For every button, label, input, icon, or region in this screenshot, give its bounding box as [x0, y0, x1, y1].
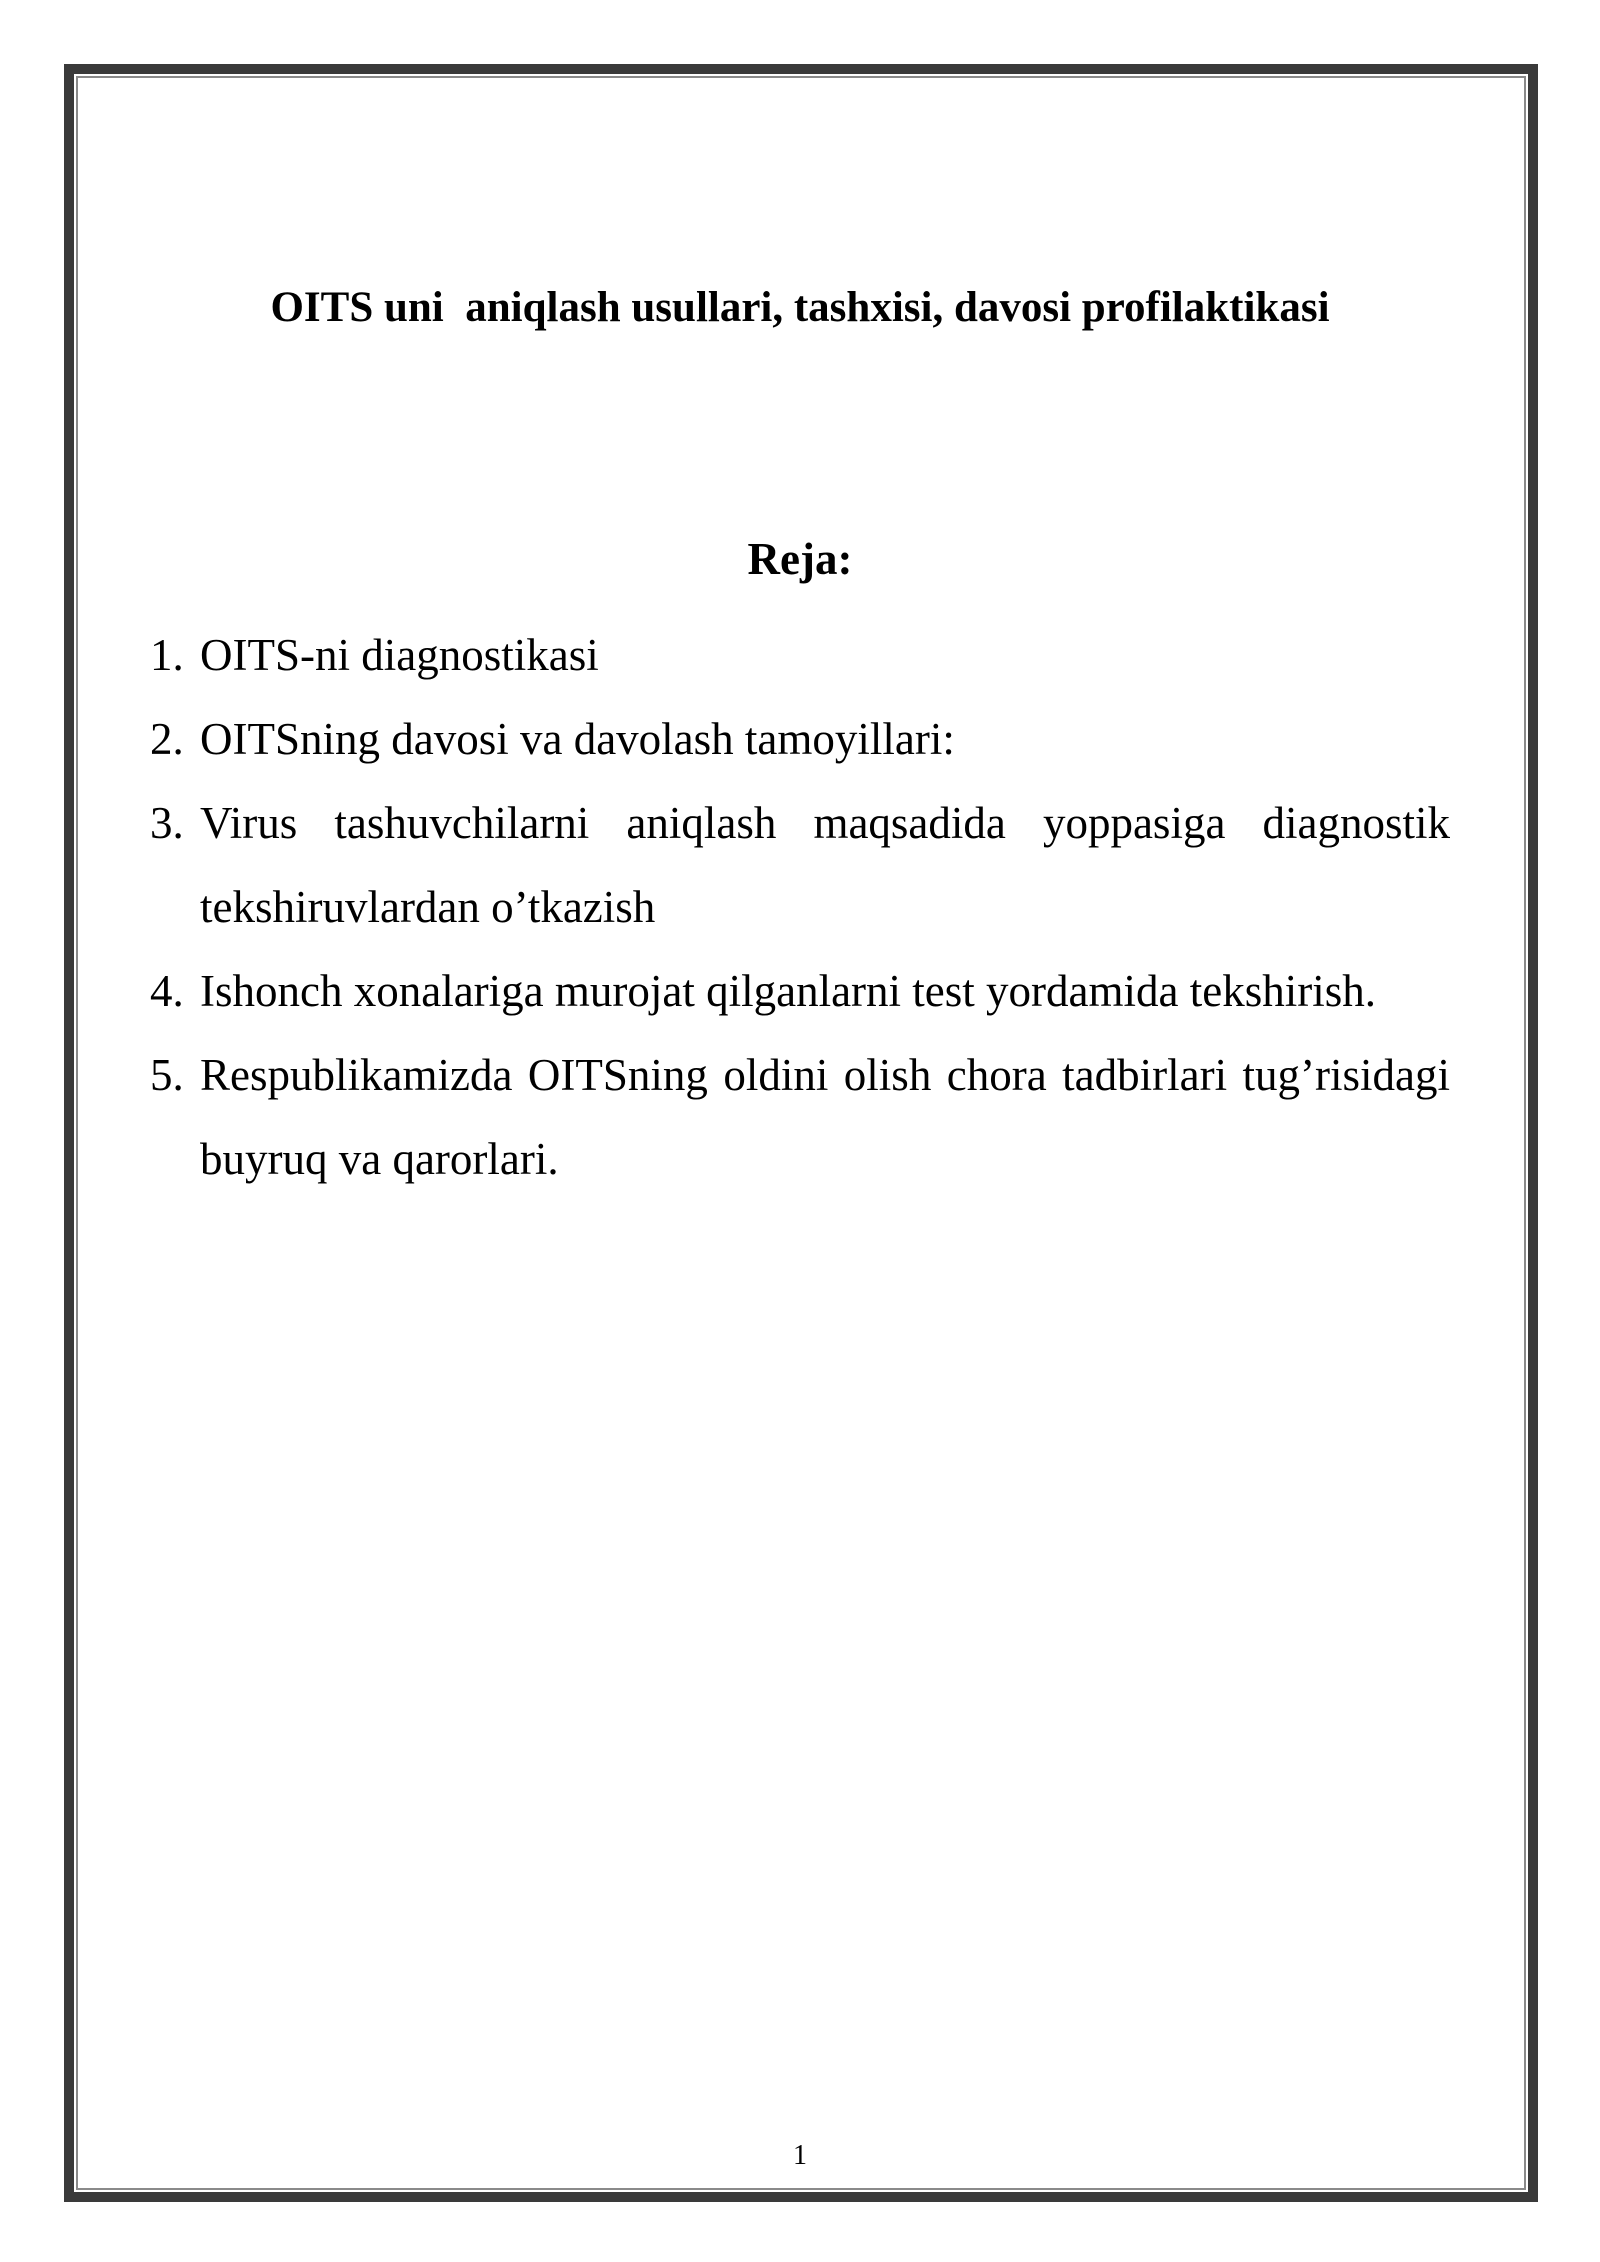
plan-item-text: OITS-ni diagnostikasi	[200, 630, 599, 680]
plan-item-text: OITSning davosi va davolash tamoyillari:	[200, 714, 955, 764]
plan-item-3	[150, 781, 1450, 949]
plan-item-5	[150, 1033, 1450, 1201]
plan-item-4	[150, 949, 1450, 1033]
plan-item-number: 5.	[150, 1050, 184, 1100]
plan-item-text: Virus tashuvchilarni aniqlash maqsadida yoppasiga diagnostik tekshiruvlardan o’tkazish	[200, 798, 1450, 932]
plan-item-number: 1.	[150, 630, 184, 680]
plan-list	[150, 613, 1450, 1201]
plan-heading: Reja:	[747, 534, 853, 584]
page-number: 1	[793, 2140, 807, 2171]
plan-item-number: 2.	[150, 714, 184, 764]
document-title: OITS uni aniqlash usullari, tashxisi, davosi profilaktikasi	[270, 284, 1330, 331]
plan-item-number: 3.	[150, 798, 184, 848]
plan-item-number: 4.	[150, 966, 184, 1016]
plan-item-text: Ishonch xonalariga murojat qilganlarni test yordamida tekshirish.	[200, 966, 1376, 1016]
plan-item-2	[150, 697, 1450, 781]
plan-item-text: Respublikamizda OITSning oldini olish chora tadbirlari tug’risidagi buyruq va qarorlari.	[200, 1050, 1450, 1184]
plan-item-1	[150, 613, 1450, 697]
